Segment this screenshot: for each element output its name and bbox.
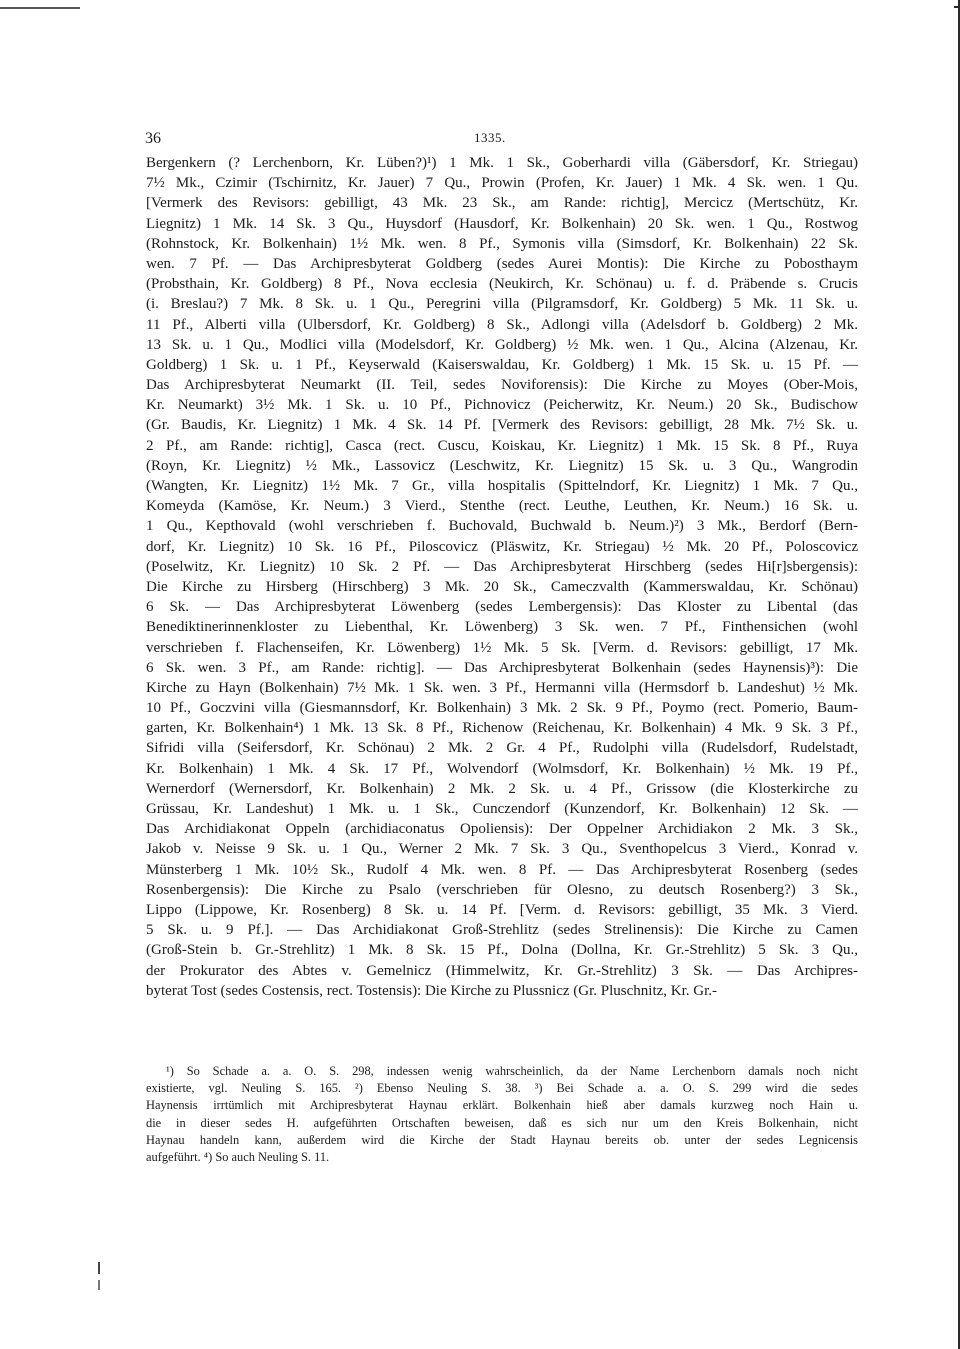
text-line: 1 Qu., Kepthovald (wohl verschrieben f. Buchovald, Buchwald b. Neum.)²) 3 Mk., Berdorf (Bern- [146, 518, 858, 535]
text-line: Die Kirche zu Hirsberg (Hirschberg) 3 Mk. 20 Sk., Cameczvalth (Kammerswaldau, Kr. Schönau) [146, 578, 858, 595]
scan-edge-top [0, 7, 80, 9]
text-line: Goldberg) 1 Sk. u. 1 Pf., Keyserwald (Kaiserswaldau, Kr. Goldberg) 1 Mk. 15 Sk. u. 15 Pf. — [146, 356, 858, 373]
text-line: Benediktinerinnenkloster zu Liebenthal, Kr. Löwenberg) 3 Sk. wen. 7 Pf., Finthensichen (wohl [146, 619, 858, 636]
text-line: 13 Sk. u. 1 Qu., Modlici villa (Modelsdorf, Kr. Goldberg) ½ Mk. wen. 1 Qu., Alcina (Alzenau, Kr. [146, 336, 858, 353]
text-line: (Groß-Stein b. Gr.-Strehlitz) 1 Mk. 8 Sk. 15 Pf., Dolna (Dollna, Kr. Gr.-Strehlitz) 5 Sk. 3 Qu., [146, 942, 858, 959]
text-line: Rosenbergensis): Die Kirche zu Psalo (verschrieben für Olesno, zu deutsch Rosenberg?) 3 Sk., [146, 881, 858, 898]
text-line: 11 Pf., Alberti villa (Ulbersdorf, Kr. Goldberg) 8 Sk., Adlongi villa (Adelsdorf b. Goldberg) 2 Mk. [146, 316, 858, 333]
text-line: Münsterberg 1 Mk. 10½ Sk., Rudolf 4 Mk. wen. 8 Pf. — Das Archipresbyterat Rosenberg (sedes [146, 861, 858, 878]
text-line: (Royn, Kr. Liegnitz) ½ Mk., Lassovicz (Leschwitz, Kr. Liegnitz) 15 Sk. u. 3 Qu., Wangrodin [146, 457, 858, 474]
text-line: Sifridi villa (Seifersdorf, Kr. Schönau) 2 Mk. 2 Gr. 4 Pf., Rudolphi villa (Rudelsdorf, Rudelstadt, [146, 740, 858, 757]
text-line: der Prokurator des Abtes v. Gemelnicz (Himmelwitz, Kr. Gr.-Strehlitz) 3 Sk. — Das Archipres- [146, 962, 858, 979]
text-line: 5 Sk. u. 9 Pf.]. — Das Archidiakonat Groß-Strehlitz (sedes Strelinensis): Die Kirche zu Camen [146, 922, 858, 939]
text-line: (Rohnstock, Kr. Bolkenhain) 1½ Mk. wen. 8 Pf., Symonis villa (Simsdorf, Kr. Bolkenhain) 22 Sk. [146, 235, 858, 252]
text-line: Kr. Neumarkt) 3½ Mk. 1 Sk. u. 10 Pf., Pichnovicz (Peicherwitz, Kr. Neum.) 20 Sk., Budischow [146, 397, 858, 414]
text-line: Lippo (Lippowe, Kr. Rosenberg) 8 Sk. u. 14 Pf. [Verm. d. Revisors: gebilligt, 35 Mk. 3 Vierd. [146, 901, 858, 918]
text-line: 7½ Mk., Czimir (Tschirnitz, Kr. Jauer) 7 Qu., Prowin (Profen, Kr. Jauer) 1 Mk. 4 Sk. wen. 1 Qu. [146, 175, 858, 192]
footnote-line: ¹) So Schade a. a. O. S. 298, indessen wenig wahrscheinlich, da der Name Lerchenborn damals noch nicht [166, 1064, 858, 1078]
text-line: wen. 7 Pf. — Das Archipresbyterat Goldberg (sedes Aurei Montis): Die Kirche zu Pobosthaym [146, 255, 858, 272]
text-line: (Probsthain, Kr. Goldberg) 8 Pf., Nova ecclesia (Neukirch, Kr. Schönau) u. f. d. Präbende s. Crucis [146, 276, 858, 293]
footnote-line: existierte, vgl. Neuling S. 165. ²) Ebenso Neuling S. 38. ³) Bei Schade a. a. O. S. 299 wird die sedes [146, 1081, 858, 1096]
text-line: Jakob v. Neisse 9 Sk. u. 1 Qu., Werner 2 Mk. 7 Sk. 3 Qu., Sventhopelcus 3 Vierd., Konrad v. [146, 841, 858, 858]
text-line: dorf, Kr. Liegnitz) 10 Sk. 16 Pf., Piloscovicz (Pläswitz, Kr. Striegau) ½ Mk. 20 Pf., Poloscovicz [146, 538, 858, 555]
text-line: verschrieben f. Flachenseifen, Kr. Löwenberg) 1½ Mk. 5 Sk. [Verm. d. Revisors: gebilligt, 17 Mk. [146, 639, 858, 656]
text-line: Liegnitz) 1 Mk. 14 Sk. 3 Qu., Huysdorf (Hausdorf, Kr. Bolkenhain) 20 Sk. wen. 1 Qu., Rostwog [146, 215, 858, 232]
text-line: byterat Tost (sedes Costensis, rect. Tostensis): Die Kirche zu Plussnicz (Gr. Pluschnitz, Kr. Gr.- [146, 982, 718, 999]
text-line: Komeyda (Kamöse, Kr. Neum.) 3 Vierd., Stenthe (rect. Leuthe, Leuthen, Kr. Neum.) 16 Sk. u. [146, 498, 858, 515]
text-line: (i. Breslau?) 7 Mk. 8 Sk. u. 1 Qu., Peregrini villa (Pilgramsdorf, Kr. Goldberg) 5 Mk. 11 Sk. u. [146, 296, 858, 313]
footnote-line: Haynau handeln kann, außerdem wird die Kirche der Stadt Haynau bereits ob. unter der sedes Legnicensis [146, 1132, 858, 1147]
text-line: garten, Kr. Bolkenhain⁴) 1 Mk. 13 Sk. 8 Pf., Richenow (Reichenau, Kr. Bolkenhain) 4 Mk. 9 Sk. 3 Pf., [146, 720, 858, 737]
text-line: Wernerdorf (Wernersdorf, Kr. Bolkenhain) 2 Mk. 2 Sk. u. 4 Pf., Grissow (die Klosterkirche zu [146, 780, 858, 797]
footnote-line: die in dieser sedes H. aufgeführten Ortschaften beweisen, daß es sich nur um den Kreis Bolkenhain, nicht [146, 1115, 858, 1130]
scan-margin-mark [98, 1280, 100, 1290]
text-line: Das Archipresbyterat Neumarkt (II. Teil, sedes Noviforensis): Die Kirche zu Moyes (Ober-Mois, [146, 377, 858, 394]
text-line: (Gr. Baudis, Kr. Liegnitz) 1 Mk. 4 Sk. 14 Pf. [Vermerk des Revisors: gebilligt, 28 Mk. 7½ Sk. u. [146, 417, 858, 434]
text-line: Das Archidiakonat Oppeln (archidiaconatus Opoliensis): Der Oppelner Archidiakon 2 Mk. 3 Sk., [146, 821, 858, 838]
footnotes [146, 1063, 858, 1166]
text-line: Kr. Bolkenhain) 1 Mk. 4 Sk. 17 Pf., Wolvendorf (Wolmsdorf, Kr. Bolkenhain) ½ Mk. 19 Pf., [146, 760, 858, 777]
text-line: 6 Sk. — Das Archipresbyterat Löwenberg (sedes Lembergensis): Das Kloster zu Libental (das [146, 599, 858, 616]
text-line: 10 Pf., Goczvini villa (Giesmannsdorf, Kr. Bolkenhain) 3 Mk. 2 Sk. 9 Pf., Poymo (rect. Pomerio, Baum- [146, 700, 858, 717]
text-line: 2 Pf., am Rande: richtig], Casca (rect. Cuscu, Koiskau, Kr. Liegnitz) 1 Mk. 15 Sk. 8 Pf., Ruya [146, 437, 858, 454]
text-line: Grüssau, Kr. Landeshut) 1 Mk. u. 1 Sk., Cunczendorf (Kunzendorf, Kr. Bolkenhain) 12 Sk. — [146, 801, 858, 817]
scan-edge-mark [954, 6, 960, 8]
page-number: 36 [145, 130, 161, 147]
scan-margin-mark [98, 1262, 100, 1274]
text-line: Bergenkern (? Lerchenborn, Kr. Lüben?)¹) 1 Mk. 1 Sk., Goberhardi villa (Gäbersdorf, Kr. Striegau) [146, 155, 858, 171]
text-line: Kirche zu Hayn (Bolkenhain) 7½ Mk. 1 Sk. wen. 3 Pf., Hermanni villa (Hermsdorf b. Landeshut) ½ Mk. [146, 679, 858, 696]
text-line: 6 Sk. wen. 3 Pf., am Rande: richtig]. — Das Archipresbyterat Bolkenhain (sedes Haynensis)³): Die [146, 659, 858, 676]
body-text [146, 153, 858, 1001]
running-header: 1335. [474, 130, 506, 145]
text-line: [Vermerk des Revisors: gebilligt, 43 Mk. 23 Sk., am Rande: richtig], Mercicz (Mertschütz, Kr. [146, 195, 858, 212]
text-line: (Poselwitz, Kr. Liegnitz) 10 Sk. 2 Pf. — Das Archipresbyterat Hirschberg (sedes Hi[r]sbergensis): [146, 558, 858, 575]
footnote-line: aufgeführt. ⁴) So auch Neuling S. 11. [146, 1149, 330, 1164]
text-line: (Wangten, Kr. Liegnitz) 1½ Mk. 7 Gr., villa hospitalis (Spittelndorf, Kr. Liegnitz) 1 Mk. 7 Qu., [146, 478, 858, 494]
footnote-line: Haynensis irrtümlich mit Archipresbyterat Haynau erklärt. Bolkenhain hieß aber damals kurzweg noch Hain u. [146, 1098, 858, 1113]
